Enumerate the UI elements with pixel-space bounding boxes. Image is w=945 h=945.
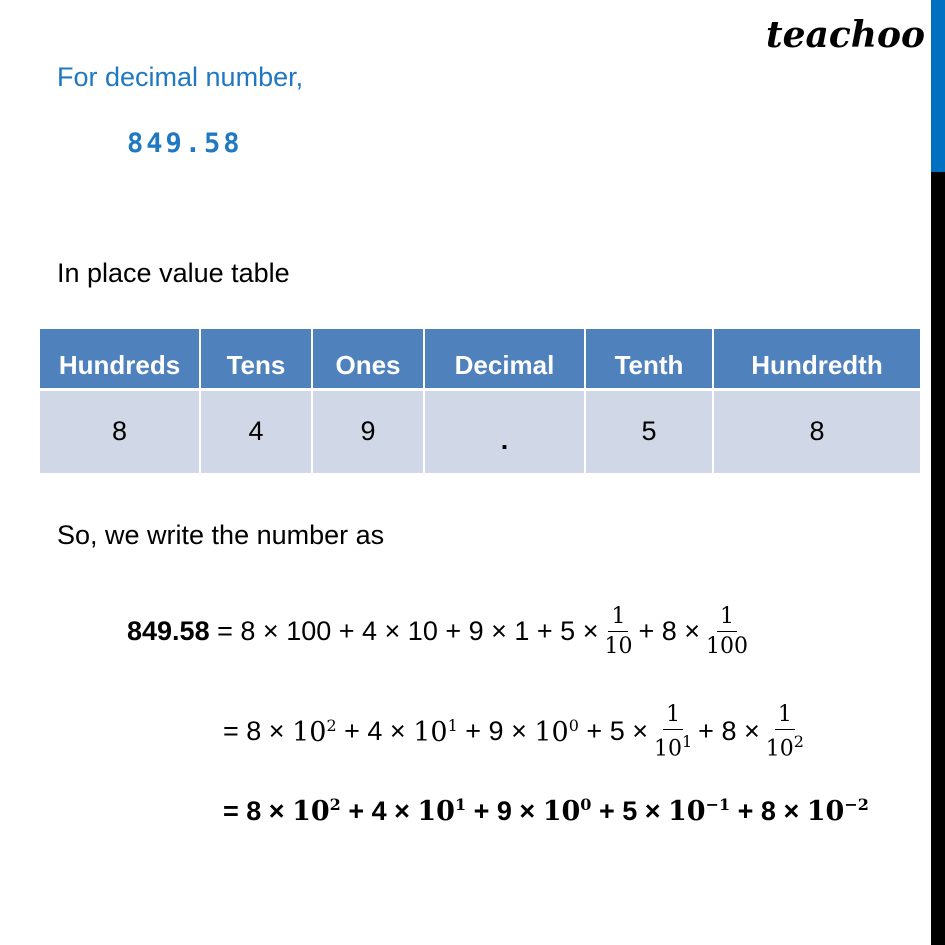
cell-ones: 9 bbox=[312, 389, 424, 473]
table-header-row bbox=[40, 329, 920, 389]
cell-tens: 4 bbox=[200, 389, 312, 473]
denominator: 10 bbox=[604, 634, 633, 659]
fraction-hundredth bbox=[706, 604, 748, 659]
header-hundreds: Hundreds bbox=[40, 329, 200, 389]
fraction-tenth bbox=[604, 604, 632, 659]
header-decimal: Decimal bbox=[424, 329, 585, 389]
term: + 8 × bbox=[698, 716, 760, 747]
term: + 9 × bbox=[473, 795, 536, 826]
intro-text: So, we write the number as bbox=[57, 520, 385, 550]
term: = 8 × bbox=[223, 795, 285, 826]
term: = 8 × bbox=[223, 716, 285, 747]
table-row bbox=[40, 389, 920, 473]
equation-term: + 8 × bbox=[638, 616, 701, 646]
header-hundredth: Hundredth bbox=[713, 329, 920, 389]
cell-tenth: 5 bbox=[585, 389, 713, 473]
denominator: 100 bbox=[706, 634, 749, 659]
table-caption: In place value table bbox=[57, 258, 290, 288]
cell-hundredth: 8 bbox=[713, 389, 920, 473]
power: $10^1$ bbox=[417, 795, 467, 827]
decimal-number: 849.58 bbox=[127, 128, 243, 159]
term: + 9 × bbox=[465, 716, 527, 747]
cell-decimal: . bbox=[424, 389, 585, 473]
numerator: 1 bbox=[717, 604, 737, 632]
power: $10^{-2}$ bbox=[806, 795, 869, 827]
teachoo-logo: teachoo bbox=[766, 14, 925, 56]
term: + 5 × bbox=[598, 795, 661, 826]
side-accent-bar bbox=[931, 0, 945, 172]
place-value-table bbox=[40, 329, 920, 473]
fraction: $\frac{1}{10^2}$ bbox=[765, 702, 804, 762]
header-tenth: Tenth bbox=[585, 329, 713, 389]
power-form-equation bbox=[223, 702, 810, 761]
header-ones: Ones bbox=[312, 329, 424, 389]
expanded-form-equation bbox=[127, 604, 754, 659]
fraction: $\frac{1}{10^1}$ bbox=[653, 702, 693, 762]
power: $10^{-1}$ bbox=[668, 795, 731, 827]
equals-sign: = bbox=[217, 616, 233, 646]
equation-lhs: 849.58 bbox=[127, 616, 210, 646]
numerator: 1 bbox=[608, 604, 628, 632]
term: + 4 × bbox=[348, 795, 410, 826]
power: $10^2$ bbox=[292, 795, 341, 827]
power: $10^1$ bbox=[413, 715, 458, 748]
equation-terms: 8 × 100 + 4 × 10 + 9 × 1 + 5 × bbox=[240, 616, 599, 646]
heading: For decimal number, bbox=[57, 62, 304, 92]
term: + 5 × bbox=[586, 716, 648, 747]
header-tens: Tens bbox=[200, 329, 312, 389]
side-dark-bar bbox=[931, 172, 945, 945]
cell-hundreds: 8 bbox=[40, 389, 200, 473]
power: $10^0$ bbox=[534, 715, 579, 748]
term: + 4 × bbox=[344, 716, 406, 747]
term: + 8 × bbox=[737, 795, 800, 826]
negative-exponent-equation bbox=[223, 795, 869, 827]
power: $10^2$ bbox=[292, 715, 337, 748]
power: $10^0$ bbox=[542, 795, 592, 827]
